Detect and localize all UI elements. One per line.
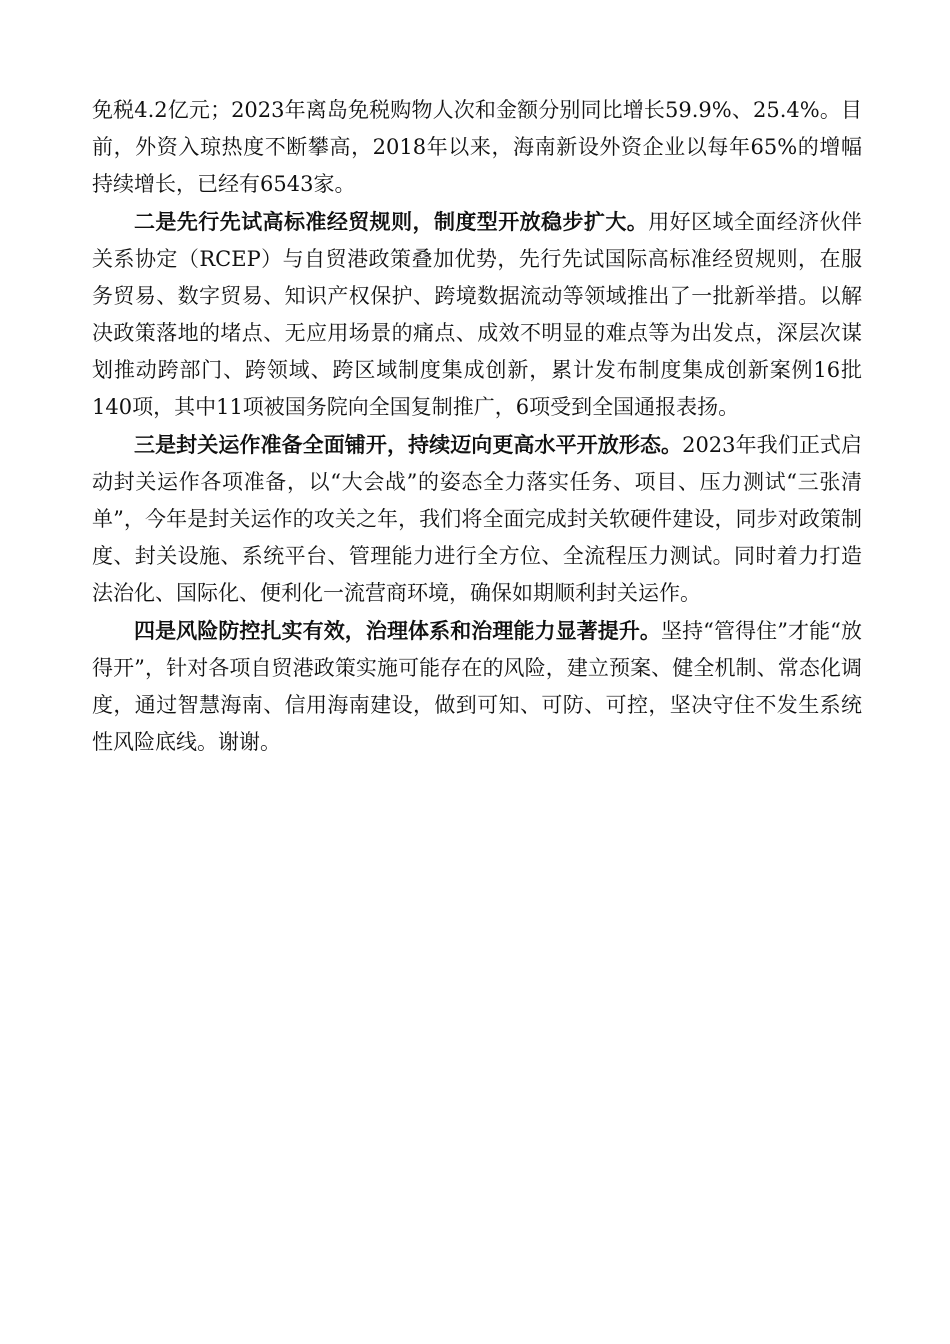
paragraph-text: 免税4.2亿元；2023年离岛免税购物人次和金额分别同比增长59.9%、25.4%。目前，外资入琼热度不断攀高，2018年以来，海南新设外资企业以每年65%的增幅持续增长，已经有6543家。: [92, 98, 862, 196]
paragraph-text: 坚持“管得住”才能“放得开”，针对各项自贸港政策实施可能存在的风险，建立预案、健全机制、常态化调度，通过智慧海南、信用海南建设，做到可知、可防、可控，坚决守住不发生系统性风险底线。谢谢。: [92, 619, 862, 754]
paragraph-continuation: [92, 92, 862, 203]
paragraph-text: 2023年我们正式启动封关运作各项准备，以“大会战”的姿态全力落实任务、项目、压力测试“三张清单”，今年是封关运作的攻关之年，我们将全面完成封关软硬件建设，同步对政策制度、封关设施、系统平台、管理能力进行全方位、全流程压力测试。同时着力打造法治化、国际化、便利化一流营商环境，确保如期顺利封关运作。: [92, 433, 862, 605]
document-body: [92, 92, 862, 761]
paragraph-lead: 四是风险防控扎实有效，治理体系和治理能力显著提升。: [134, 618, 661, 643]
paragraph-text: 用好区域全面经济伙伴关系协定（RCEP）与自贸港政策叠加优势，先行先试国际高标准经贸规则，在服务贸易、数字贸易、知识产权保护、跨境数据流动等领域推出了一批新举措。以解决政策落地的堵点、无应用场景的痛点、成效不明显的难点等为出发点，深层次谋划推动跨部门、跨领域、跨区域制度集成创新，累计发布制度集成创新案例16批140项，其中11项被国务院向全国复制推广，6项受到全国通报表扬。: [92, 210, 863, 419]
paragraph-point-three: [92, 426, 862, 612]
paragraph-point-four: [92, 612, 862, 761]
paragraph-point-two: [92, 203, 862, 426]
paragraph-lead: 二是先行先试高标准经贸规则，制度型开放稳步扩大。: [134, 209, 649, 234]
paragraph-lead: 三是封关运作准备全面铺开，持续迈向更高水平开放形态。: [134, 432, 683, 457]
